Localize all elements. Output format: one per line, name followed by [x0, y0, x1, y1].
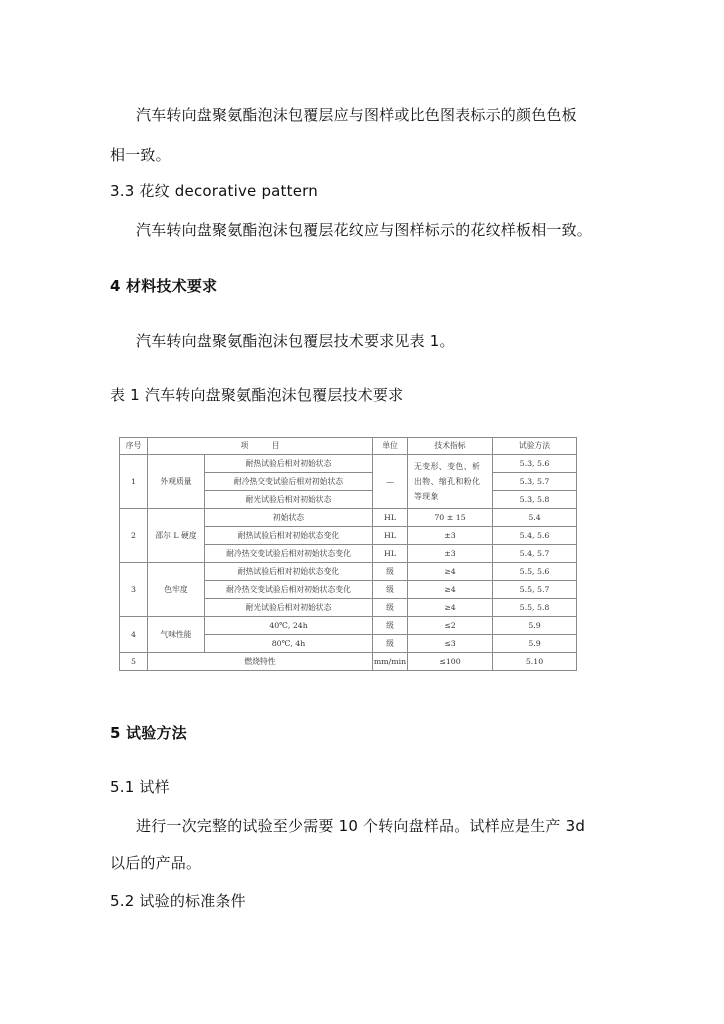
paragraph-sample-line1: 进行一次完整的试验至少需要 10 个转向盘样品。试样应是生产 3d [136, 817, 586, 835]
paragraph-pattern: 汽车转向盘聚氨酯泡沫包覆层花纹应与图样标示的花纹样板相一致。 [136, 221, 593, 239]
cell-unit: 级 [373, 617, 408, 635]
cell-method: 5.4, 5.7 [493, 545, 577, 563]
cell-seq: 2 [120, 509, 148, 563]
cell-spec: 70 ± 15 [408, 509, 493, 527]
cell-category: 外观质量 [148, 455, 205, 509]
cell-subitem: 耐热试验后相对初始状态变化 [205, 563, 373, 581]
cell-unit: HL [373, 509, 408, 527]
cell-unit: 级 [373, 563, 408, 581]
cell-seq: 5 [120, 653, 148, 671]
cell-unit: mm/min [373, 653, 408, 671]
cell-spec: ±3 [408, 527, 493, 545]
cell-method: 5.10 [493, 653, 577, 671]
cell-method: 5.5, 5.8 [493, 599, 577, 617]
cell-subitem: 初始状态 [205, 509, 373, 527]
cell-spec: ≤3 [408, 635, 493, 653]
cell-spec: ≤2 [408, 617, 493, 635]
requirements-table [119, 437, 577, 671]
cell-subitem: 80℃, 4h [205, 635, 373, 653]
cell-spec: ≥4 [408, 563, 493, 581]
cell-seq: 4 [120, 617, 148, 653]
paragraph-sample-line2: 以后的产品。 [110, 854, 202, 872]
cell-method: 5.4 [493, 509, 577, 527]
cell-item: 燃烧特性 [148, 653, 373, 671]
cell-spec: ≤100 [408, 653, 493, 671]
header-method: 试验方法 [493, 438, 577, 455]
table-row [120, 563, 577, 581]
cell-method: 5.4, 5.6 [493, 527, 577, 545]
cell-unit: — [373, 455, 408, 509]
heading-5-2: 5.2 试验的标准条件 [110, 892, 246, 910]
paragraph-requirements: 汽车转向盘聚氨酯泡沫包覆层技术要求见表 1。 [136, 332, 455, 350]
cell-subitem: 耐冷热交变试验后相对初始状态 [205, 473, 373, 491]
header-item: 项 目 [148, 438, 373, 455]
heading-5-1: 5.1 试样 [110, 778, 170, 796]
table-row [120, 617, 577, 635]
cell-method: 5.5, 5.7 [493, 581, 577, 599]
cell-spec: ≥4 [408, 581, 493, 599]
cell-method: 5.9 [493, 617, 577, 635]
cell-unit: 级 [373, 599, 408, 617]
paragraph-color-line2: 相一致。 [110, 146, 171, 164]
cell-subitem: 耐热试验后相对初始状态变化 [205, 527, 373, 545]
cell-subitem: 40℃, 24h [205, 617, 373, 635]
cell-seq: 1 [120, 455, 148, 509]
cell-spec: ±3 [408, 545, 493, 563]
cell-spec: ≥4 [408, 599, 493, 617]
table-row [120, 653, 577, 671]
cell-method: 5.3, 5.6 [493, 455, 577, 473]
cell-method: 5.5, 5.6 [493, 563, 577, 581]
cell-seq: 3 [120, 563, 148, 617]
cell-subitem: 耐光试验后相对初始状态 [205, 491, 373, 509]
cell-unit: 级 [373, 635, 408, 653]
table-row [120, 509, 577, 527]
header-spec: 技术指标 [408, 438, 493, 455]
cell-category: 气味性能 [148, 617, 205, 653]
cell-unit: HL [373, 527, 408, 545]
heading-4: 4 材料技术要求 [110, 277, 218, 295]
paragraph-color-line1: 汽车转向盘聚氨酯泡沫包覆层应与图样或比色图表标示的颜色色板 [136, 106, 577, 124]
table-row [120, 455, 577, 473]
heading-3-3: 3.3 花纹 decorative pattern [110, 182, 318, 200]
cell-subitem: 耐光试验后相对初始状态 [205, 599, 373, 617]
header-seq: 序号 [120, 438, 148, 455]
cell-method: 5.3, 5.8 [493, 491, 577, 509]
cell-spec: 无变形、变色、析出物、缩孔和粉化等现象 [408, 455, 493, 509]
cell-subitem: 耐冷热交变试验后相对初始状态变化 [205, 545, 373, 563]
cell-method: 5.3, 5.7 [493, 473, 577, 491]
cell-category: 邵尔 L 硬度 [148, 509, 205, 563]
cell-subitem: 耐热试验后相对初始状态 [205, 455, 373, 473]
table-header-row [120, 438, 577, 455]
header-unit: 单位 [373, 438, 408, 455]
cell-subitem: 耐冷热交变试验后相对初始状态变化 [205, 581, 373, 599]
cell-method: 5.9 [493, 635, 577, 653]
cell-unit: 级 [373, 581, 408, 599]
table-caption: 表 1 汽车转向盘聚氨酯泡沫包覆层技术要求 [110, 386, 404, 404]
cell-category: 色牢度 [148, 563, 205, 617]
heading-5: 5 试验方法 [110, 724, 187, 742]
cell-unit: HL [373, 545, 408, 563]
